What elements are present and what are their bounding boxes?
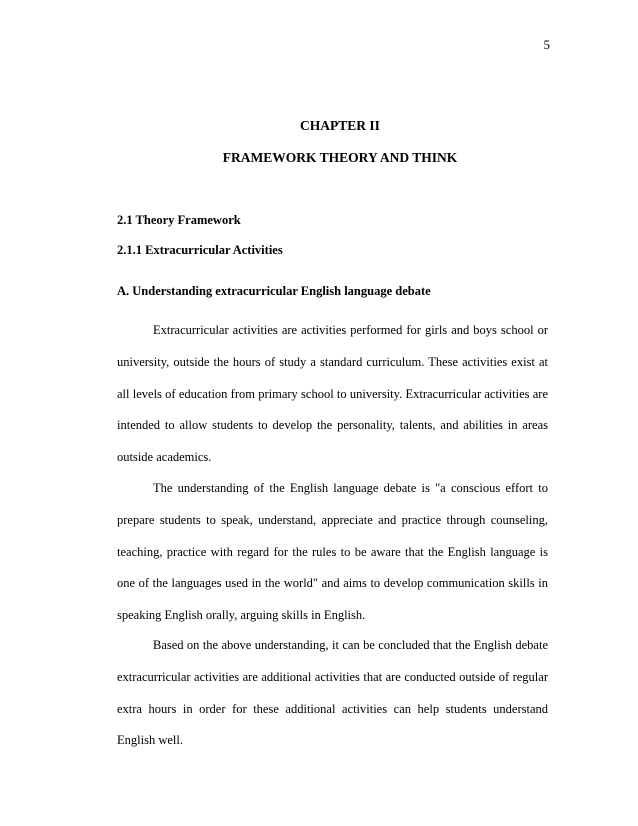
page-number: 5 [543, 37, 550, 52]
paragraph-extracurricular-definition: Extracurricular activities are activities performed for girls and boys school or university, outside the hours of study a standard curriculum. These activities exist at all levels of education from primary school to university. Extracurricular activities are intended to allow students to develop the personality, talents, and abilities in areas outside academics. [117, 323, 548, 465]
paragraph-conclusion: Based on the above understanding, it can be concluded that the English debate extracurricular activities are additional activities that are conducted outside of regular extra hours in order for these additional activities can help students understand English well. [117, 638, 548, 748]
section-heading-theory-framework: 2.1 Theory Framework [117, 213, 241, 227]
subsection-heading-extracurricular: 2.1.1 Extracurricular Activities [117, 243, 283, 257]
chapter-title: FRAMEWORK THEORY AND THINK [222, 150, 458, 165]
chapter-label: CHAPTER II [300, 118, 380, 133]
subsection-heading-understanding: A. Understanding extracurricular English language debate [117, 284, 431, 298]
paragraph-debate-understanding: The understanding of the English language debate is "a conscious effort to prepare students to speak, understand, appreciate and practice through counseling, teaching, practice with regard for the rules to be aware that the English language is one of the languages used in the world" and aims to develop communication skills in speaking English orally, arguing skills in English. [117, 481, 548, 623]
